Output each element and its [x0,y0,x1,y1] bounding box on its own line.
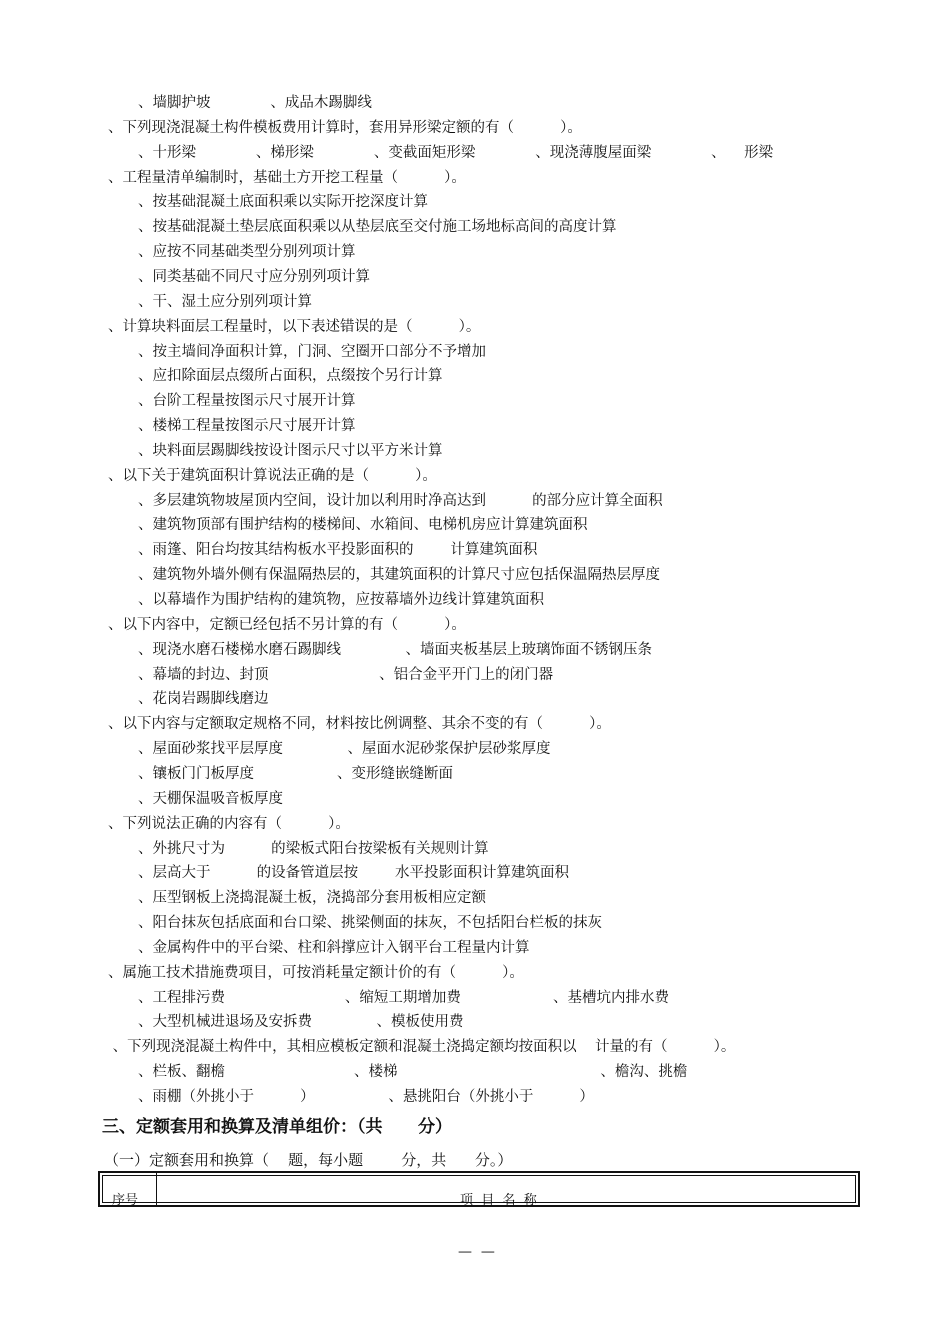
question-line: 、属施工技术措施费项目，可按消耗量定额计价的有（ ）。 [108,964,524,981]
answer-table [98,1171,860,1207]
option-line: 、栏板、翻檐 、楼梯 、檐沟、挑檐 [138,1064,688,1081]
option-line: 、同类基础不同尺寸应分别列项计算 [138,268,370,285]
option-line: 、建筑物外墙外侧有保温隔热层的，其建筑面积的计算尺寸应包括保温隔热层厚度 [138,567,660,584]
question-line: 、下列现浇混凝土构件模板费用计算时，套用异形梁定额的有（ ）。 [108,119,582,136]
option-line: 、块料面层踢脚线按设计图示尺寸以平方米计算 [138,442,443,459]
question-line: 、以下内容中，定额已经包括不另计算的有（ ）。 [108,616,466,633]
option-line: 、按基础混凝土垫层底面积乘以从垫层底至交付施工场地标高间的高度计算 [138,219,617,236]
option-line: 、金属构件中的平台梁、柱和斜撑应计入钢平台工程量内计算 [138,939,530,956]
option-line: 、十形梁 、梯形梁 、变截面矩形梁 、现浇薄腹屋面梁 、 形梁 [138,144,774,161]
section-heading: 三、定额套用和换算及清单组价：（共 分） [102,1117,453,1137]
option-line: 、压型钢板上浇捣混凝土板，浇捣部分套用板相应定额 [138,890,486,907]
table-header-item-name: 项 目 名 称 [460,1193,537,1208]
option-line: 、阳台抹灰包括底面和台口梁、挑梁侧面的抹灰，不包括阳台栏板的抹灰 [138,915,602,932]
option-line: 、楼梯工程量按图示尺寸展开计算 [138,418,356,435]
option-line: 、建筑物顶部有围护结构的楼梯间、水箱间、电梯机房应计算建筑面积 [138,517,588,534]
question-line: 、下列说法正确的内容有（ ）。 [108,815,350,832]
option-line: 、花岗岩踢脚线磨边 [138,691,269,708]
option-line: 、墙脚护坡 、成品木踢脚线 [138,95,372,111]
option-line: 、现浇水磨石楼梯水磨石踢脚线 、墙面夹板基层上玻璃饰面不锈钢压条 [138,641,653,658]
option-line: 、天棚保温吸音板厚度 [138,790,283,807]
option-line: 、干、湿土应分别列项计算 [138,293,312,310]
option-line: 、应按不同基础类型分别列项计算 [138,244,356,261]
question-line: 、以下内容与定额取定规格不同，材料按比例调整、其余不变的有（ ）。 [108,716,611,733]
option-line: 、台阶工程量按图示尺寸展开计算 [138,393,356,410]
page-footer: — — [458,1244,495,1260]
option-line: 、多层建筑物坡屋顶内空间，设计加以利用时净高达到 的部分应计算全面积 [138,492,663,509]
option-line: 、镶板门门板厚度 、变形缝嵌缝断面 [138,765,453,782]
question-line: 、工程量清单编制时，基础土方开挖工程量（ ）。 [108,169,466,186]
option-line: 、以幕墙作为围护结构的建筑物，应按幕墙外边线计算建筑面积 [138,592,544,608]
subsection-title: （一）定额套用和换算（ 题，每小题 分，共 分。） [104,1151,513,1169]
option-line: 、雨篷、阳台均按其结构板水平投影面积的 计算建筑面积 [138,542,538,559]
question-line: 、计算块料面层工程量时，以下表述错误的是（ ）。 [108,318,481,335]
question-line: 、以下关于建筑面积计算说法正确的是（ ）。 [108,467,437,484]
option-line: 、层高大于 的设备管道层按 水平投影面积计算建筑面积 [138,865,569,882]
option-line: 、大型机械进退场及安拆费 、模板使用费 [138,1014,464,1031]
option-line: 、按基础混凝土底面积乘以实际开挖深度计算 [138,194,428,211]
option-line: 、外挑尺寸为 的梁板式阳台按梁板有关规则计算 [138,840,489,857]
option-line: 、按主墙间净面积计算，门洞、空圈开口部分不予增加 [138,343,486,360]
option-line: 、幕墙的封边、封顶 、铝合金平开门上的闭门器 [138,666,554,683]
option-line: 、应扣除面层点缀所占面积，点缀按个另行计算 [138,368,443,385]
table-header-number: 序号 [112,1193,139,1208]
option-line: 、雨棚（外挑小于 ） 、悬挑阳台（外挑小于 ） [138,1089,594,1105]
option-line: 、屋面砂浆找平层厚度 、屋面水泥砂浆保护层砂浆厚度 [138,741,551,758]
option-line: 、工程排污费 、缩短工期增加费 、基槽坑内排水费 [138,989,670,1006]
table-column-divider [156,1173,157,1205]
question-line: 、下列现浇混凝土构件中，其相应模板定额和混凝土浇捣定额均按面积以 计量的有（ ）。 [108,1039,736,1056]
